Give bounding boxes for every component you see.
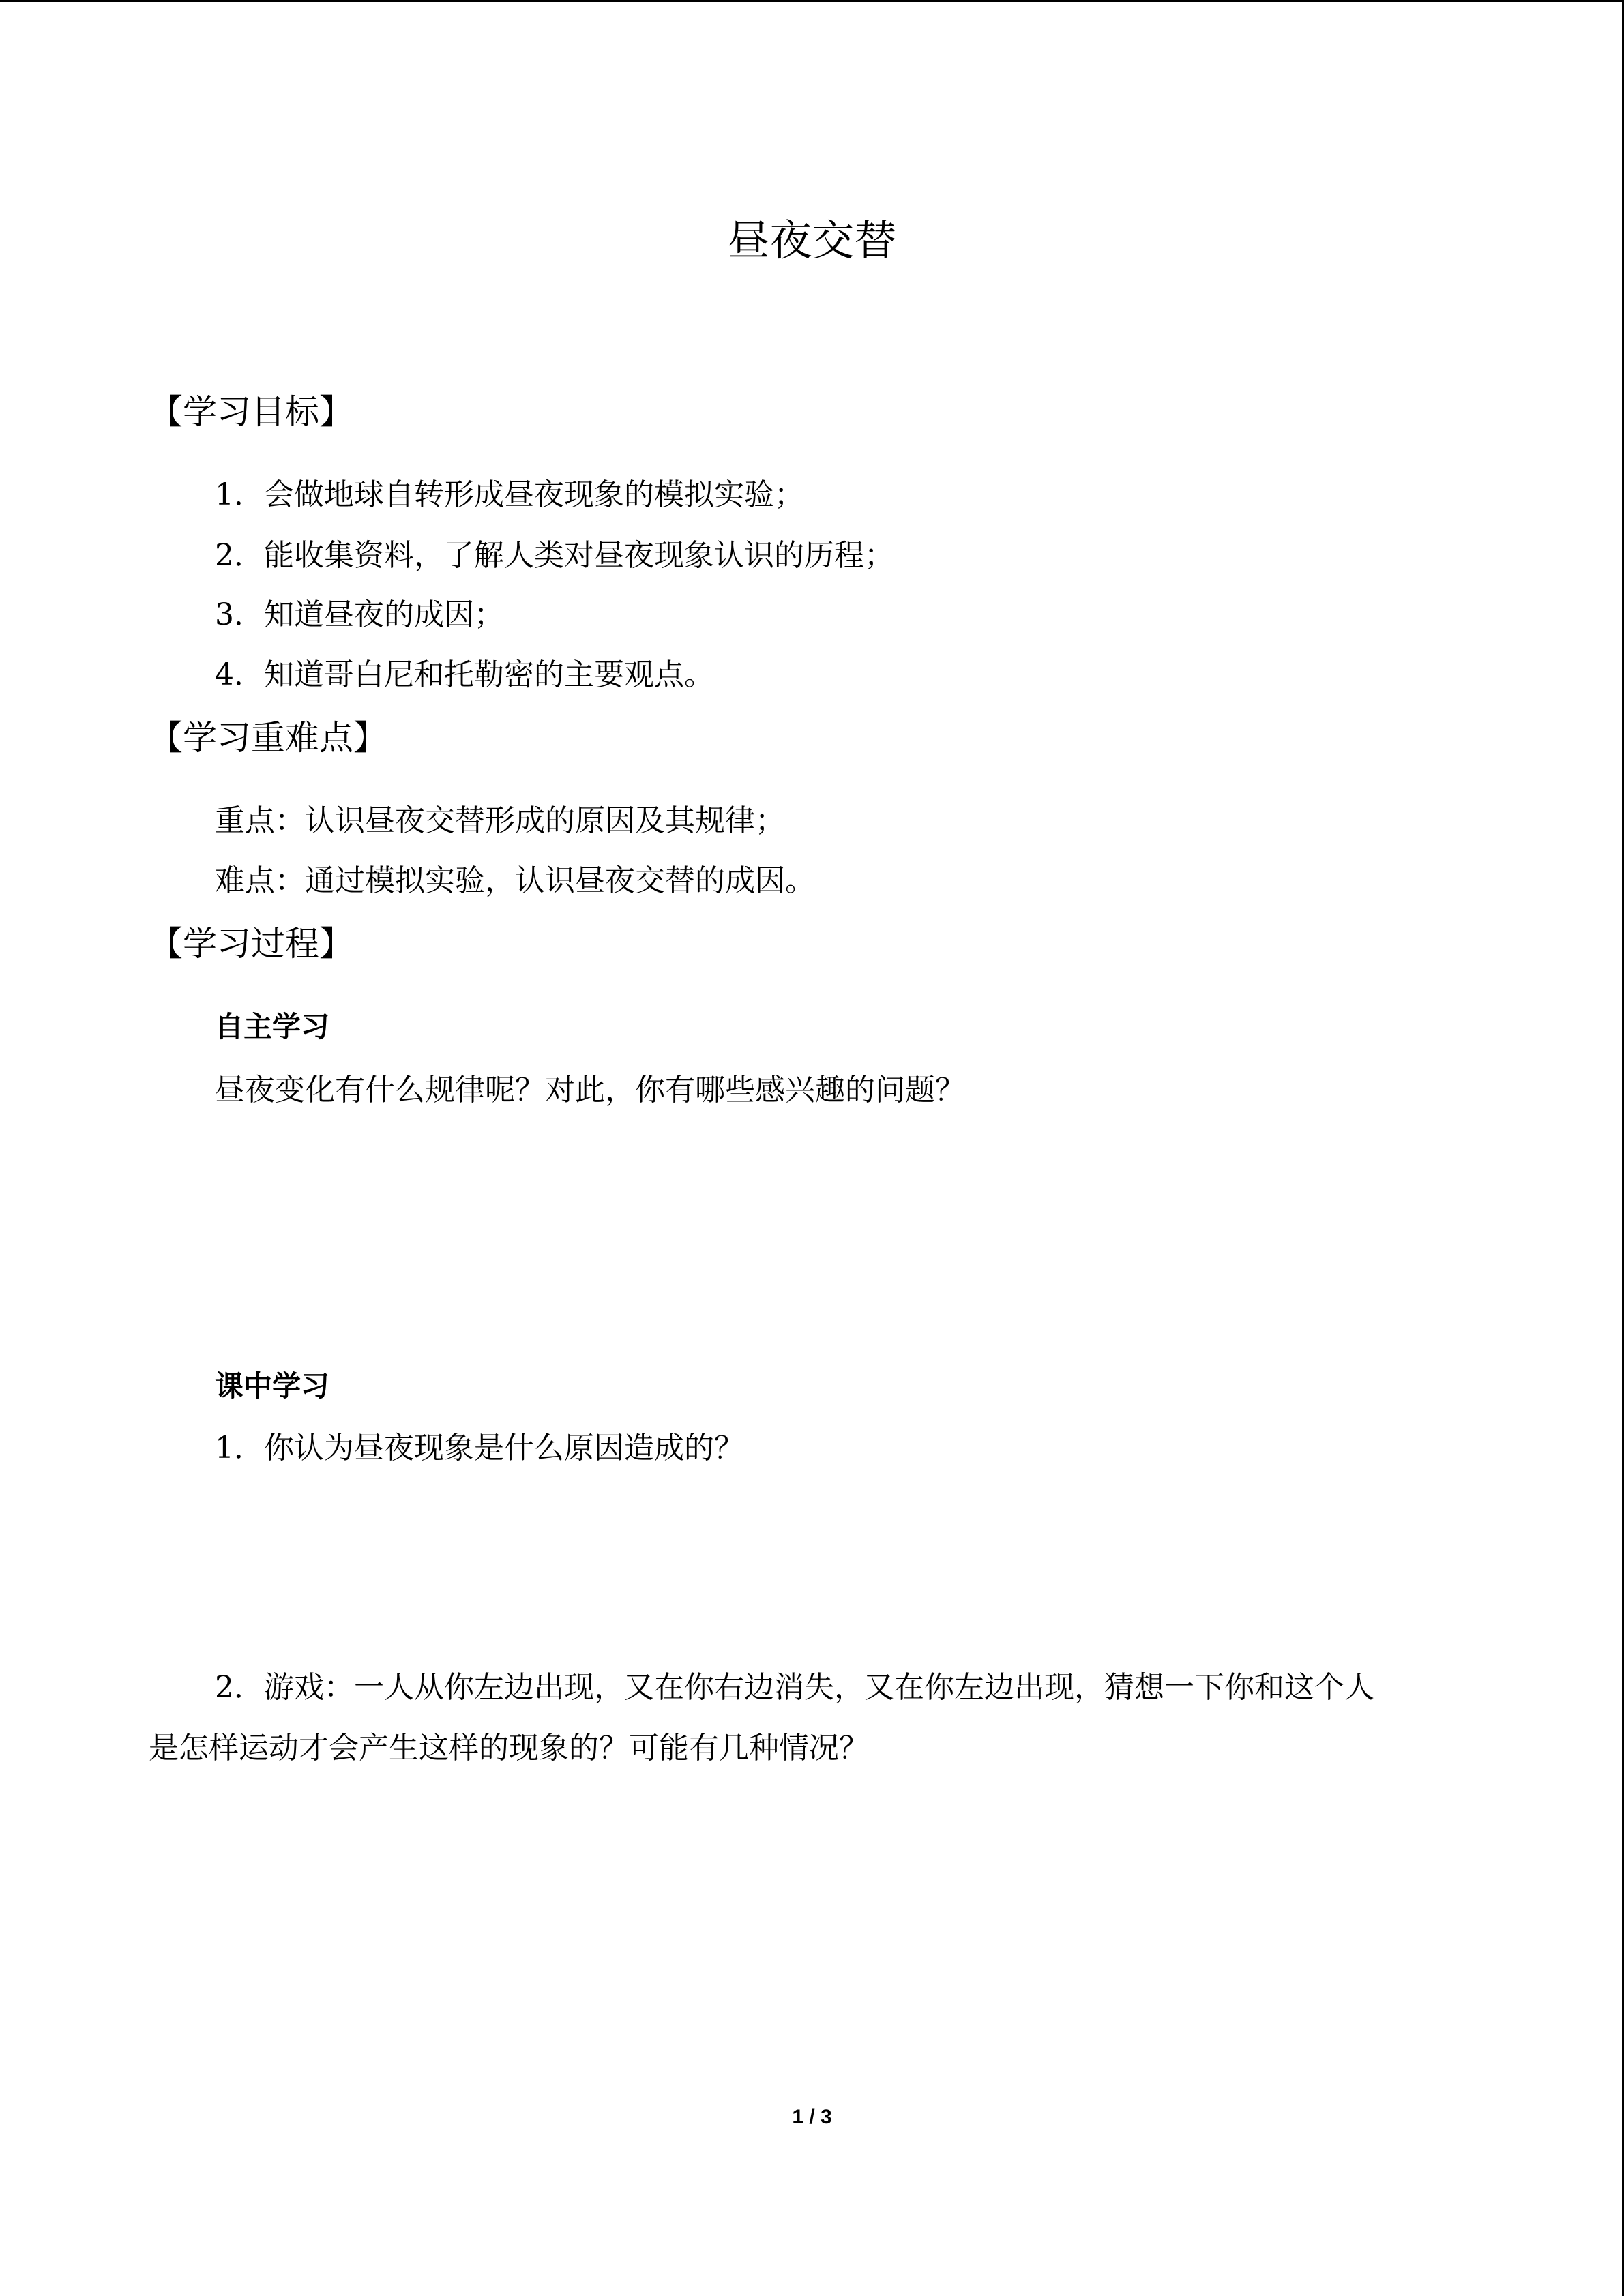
objective-item-4: 4．知道哥白尼和托勒密的主要观点。 <box>215 657 714 692</box>
self-study-question: 昼夜变化有什么规律呢？对此，你有哪些感兴趣的问题？ <box>215 1073 965 1107</box>
key-points-heading: 【学习重难点】 <box>149 718 387 758</box>
self-study-heading: 自主学习 <box>215 1010 330 1043</box>
process-heading: 【学习过程】 <box>149 924 353 964</box>
in-class-question-1: 1．你认为昼夜现象是什么原因造成的？ <box>215 1431 744 1465</box>
key-point-item: 重点：认识昼夜交替形成的原因及其规律； <box>215 803 785 838</box>
objective-item-3: 3．知道昼夜的成因； <box>215 597 504 632</box>
in-class-question-2-line-2: 是怎样运动才会产生这样的现象的？可能有几种情况？ <box>149 1731 869 1765</box>
objective-item-2: 2．能收集资料，了解人类对昼夜现象认识的历程； <box>215 538 894 573</box>
in-class-heading: 课中学习 <box>215 1369 330 1403</box>
objective-item-1: 1．会做地球自转形成昼夜现象的模拟实验； <box>215 477 804 512</box>
page-number: 1 / 3 <box>792 2106 832 2128</box>
page-title: 昼夜交替 <box>727 215 897 265</box>
in-class-question-2-line-1: 2．游戏：一人从你左边出现，又在你右边消失，又在你左边出现，猜想一下你和这个人 <box>215 1670 1374 1705</box>
difficulty-item: 难点：通过模拟实验，认识昼夜交替的成因。 <box>215 863 815 898</box>
objectives-heading: 【学习目标】 <box>149 392 353 432</box>
page-border-top <box>0 0 1624 2</box>
